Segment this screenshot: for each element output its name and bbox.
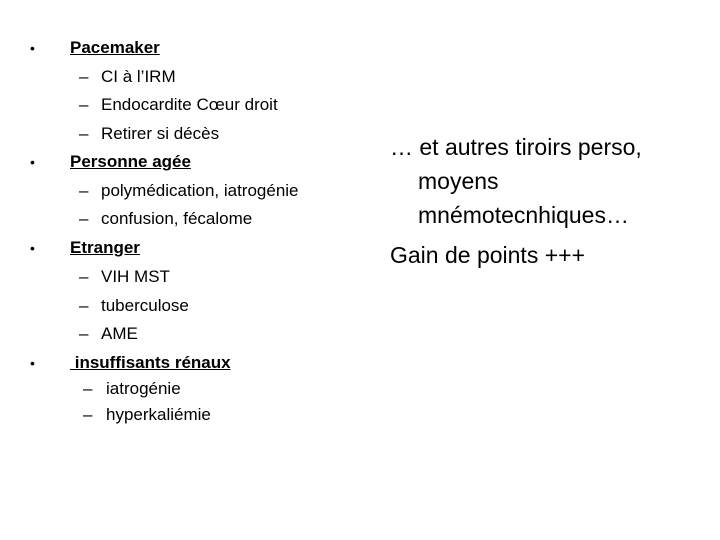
- sub-item-text: polymédication, iatrogénie: [101, 181, 299, 200]
- sub-item-text: VIH MST: [101, 267, 170, 286]
- sub-item-text: iatrogénie: [106, 379, 181, 398]
- list-item-label: Personne agée: [70, 152, 191, 171]
- sub-item-text: CI à l’IRM: [101, 67, 176, 86]
- dash-marker: –: [79, 95, 89, 114]
- right-text-line: mnémotecnhiques…: [418, 202, 629, 228]
- sub-item-text: tuberculose: [101, 296, 189, 315]
- list-item-label: insuffisants rénaux: [70, 353, 231, 372]
- dash-marker: –: [79, 67, 89, 86]
- right-text-line: moyens: [418, 168, 499, 194]
- bullet-marker: •: [30, 40, 35, 56]
- dash-marker: –: [79, 124, 89, 143]
- bullet-marker: •: [30, 240, 35, 256]
- sub-item-text: hyperkaliémie: [106, 405, 211, 424]
- sub-item-text: confusion, fécalome: [101, 209, 253, 228]
- dash-marker: –: [83, 379, 93, 398]
- dash-marker: –: [79, 296, 89, 315]
- dash-marker: –: [79, 181, 89, 200]
- list-item-label: Etranger: [70, 238, 140, 257]
- dash-marker: –: [83, 405, 93, 424]
- dash-marker: –: [79, 209, 89, 228]
- sub-item-text: Endocardite Cœur droit: [101, 95, 278, 114]
- sub-item-text: Retirer si décès: [101, 124, 220, 143]
- bullet-marker: •: [30, 154, 35, 170]
- right-text-line: Gain de points +++: [390, 242, 586, 268]
- right-text-line: … et autres tiroirs perso,: [390, 134, 642, 160]
- dash-marker: –: [79, 324, 89, 343]
- dash-marker: –: [79, 267, 89, 286]
- list-item-label: Pacemaker: [70, 38, 160, 57]
- sub-item-text: AME: [101, 324, 138, 343]
- bullet-marker: •: [30, 355, 35, 371]
